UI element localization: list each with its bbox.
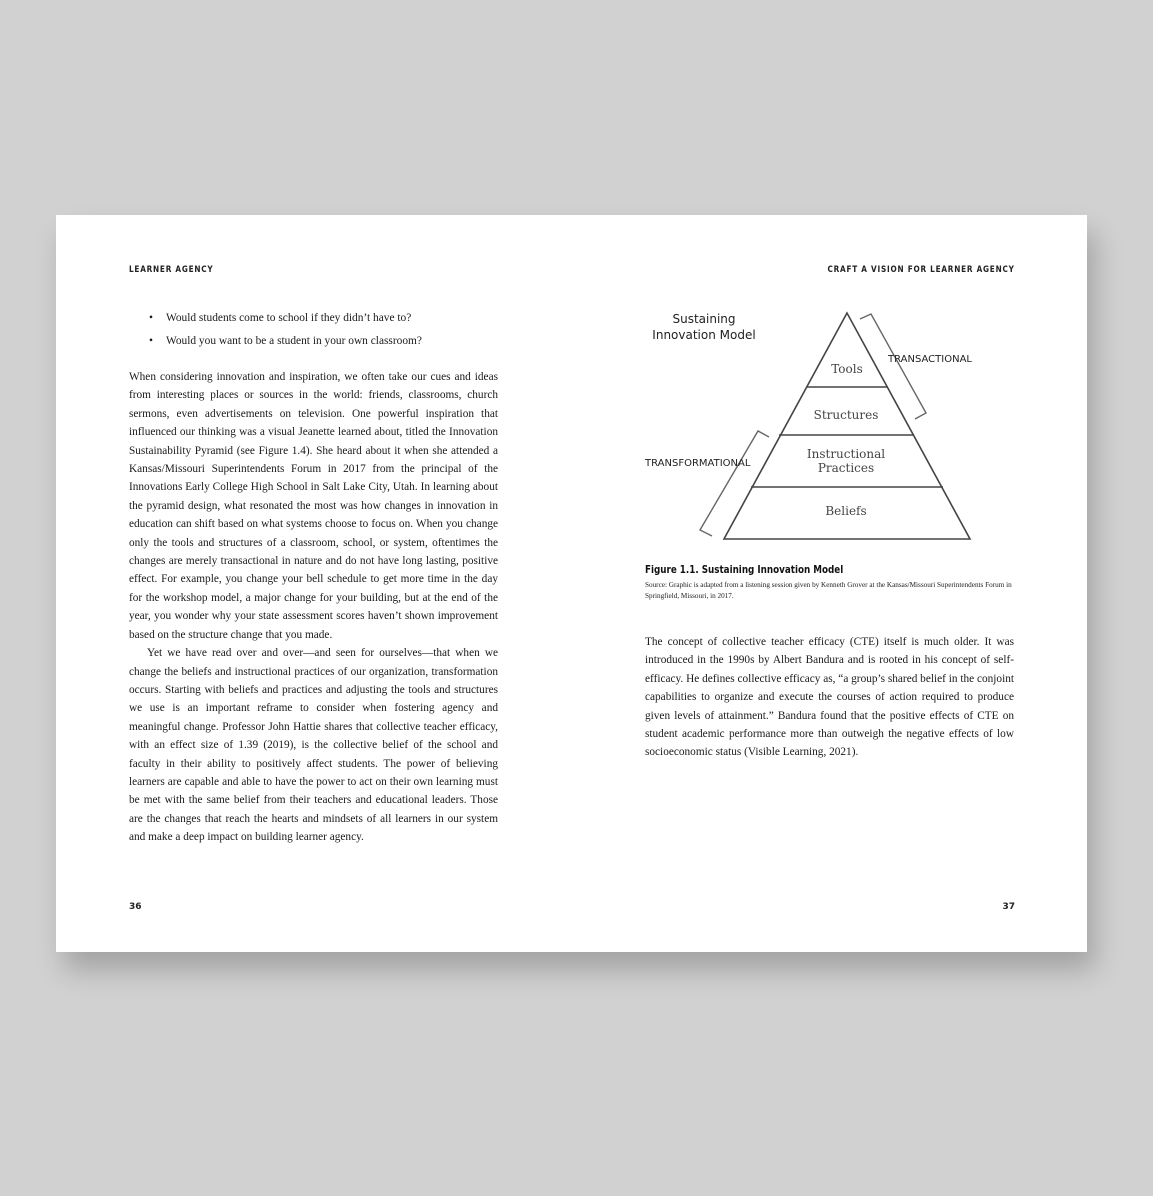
list-item: • Would students come to school if they didn’t have to? — [149, 309, 509, 327]
question-list — [149, 309, 509, 355]
right-body-text: The concept of collective teacher efficacy (CTE) itself is much older. It was introduced in the 1990s by Albert Bandura and is rooted in his concept of self-efficacy. He defines collective efficacy as, “a group’s shared belief in the conjoint capabilities to organize and execute the courses of action required to produce given levels of attainment.” Bandura found that the positive effects of CTE on student academic performance more than outweigh the negative effects of low socioeconomic status (Visible Learning, 2021). — [645, 636, 1014, 759]
paragraph: Yet we have read over and over—and seen for ourselves—that when we change the beliefs and instructional practices of our organization, transformation occurs. Starting with beliefs and practices and adjusting the tools and structures we use is an important reframe to consider when fostering agency and meaningful change. Professor John Hattie shares that collective teacher efficacy, with an effect size of 1.39 (2019), is the collective belief of the school and faculty in their ability to positively affect students. The power of believing learners are capable and able to have the power to act on their own learning must be met with the same belief from their teachers and educational leaders. Those are the changes that reach the hearts and mindsets of all learners in our system and make a deep impact on building learner agency. — [129, 647, 498, 844]
running-head-left: LEARNER AGENCY — [129, 265, 214, 275]
level-practices-line2: Practices — [817, 461, 875, 475]
level-beliefs: Beliefs — [825, 504, 867, 518]
figure-title-line2: Innovation Model — [652, 328, 756, 342]
label-transactional: TRANSACTIONAL — [888, 354, 972, 365]
book-spread — [56, 215, 1087, 952]
transactional-bracket — [860, 314, 926, 419]
paragraph: When considering innovation and inspiration, we often take our cues and ideas from interesting places or sources in the world: friends, classrooms, church sermons, even advertisements on television. One powerful inspiration that influenced our thinking was a visual Jeanette learned about, titled the Innovation Sustainability Pyramid (see Figure 1.4). She heard about it when she attended a Kansas/Missouri Superintendents Forum in 2017 from the principal of the Innovations Early College High School in Salt Lake City, Utah. In learning about the pyramid design, what resonated the most was how changes in innovation in education can shift based on what systems choose to focus on. When you change only the tools and structures of a classroom, school, or system, oftentimes the changes are merely transactional in nature and do not have long lasting, positive effect. For example, you change your bell schedule to get more time in the day for the workshop model, a major change for your building, but at the end of the year, you wonder why your state assessment scores haven’t shown improvement based on the structure change that you made. — [129, 371, 498, 641]
label-transformational: TRANSFORMATIONAL — [645, 458, 751, 469]
level-structures: Structures — [813, 408, 879, 422]
figure-caption-source: Source: Graphic is adapted from a listening session given by Kenneth Grover at the Kansas/Missouri Superintendents Forum in Springfield, Missouri, in 2017. — [645, 581, 1012, 600]
running-head-right: CRAFT A VISION FOR LEARNER AGENCY — [827, 265, 1015, 275]
level-practices-line1: Instructional — [806, 447, 886, 461]
page-number-right: 37 — [1002, 902, 1015, 912]
right-page — [572, 215, 1087, 952]
list-item: • Would you want to be a student in your own classroom? — [149, 332, 509, 350]
figure-caption-title: Figure 1.1. Sustaining Innovation Model — [645, 565, 844, 576]
figure-title-line1: Sustaining — [672, 312, 736, 326]
page-number-left: 36 — [129, 902, 142, 912]
left-page — [56, 215, 571, 952]
left-body-text — [129, 368, 498, 847]
level-tools: Tools — [831, 362, 863, 376]
pyramid-figure — [642, 297, 1012, 562]
figure-caption — [645, 565, 1015, 601]
